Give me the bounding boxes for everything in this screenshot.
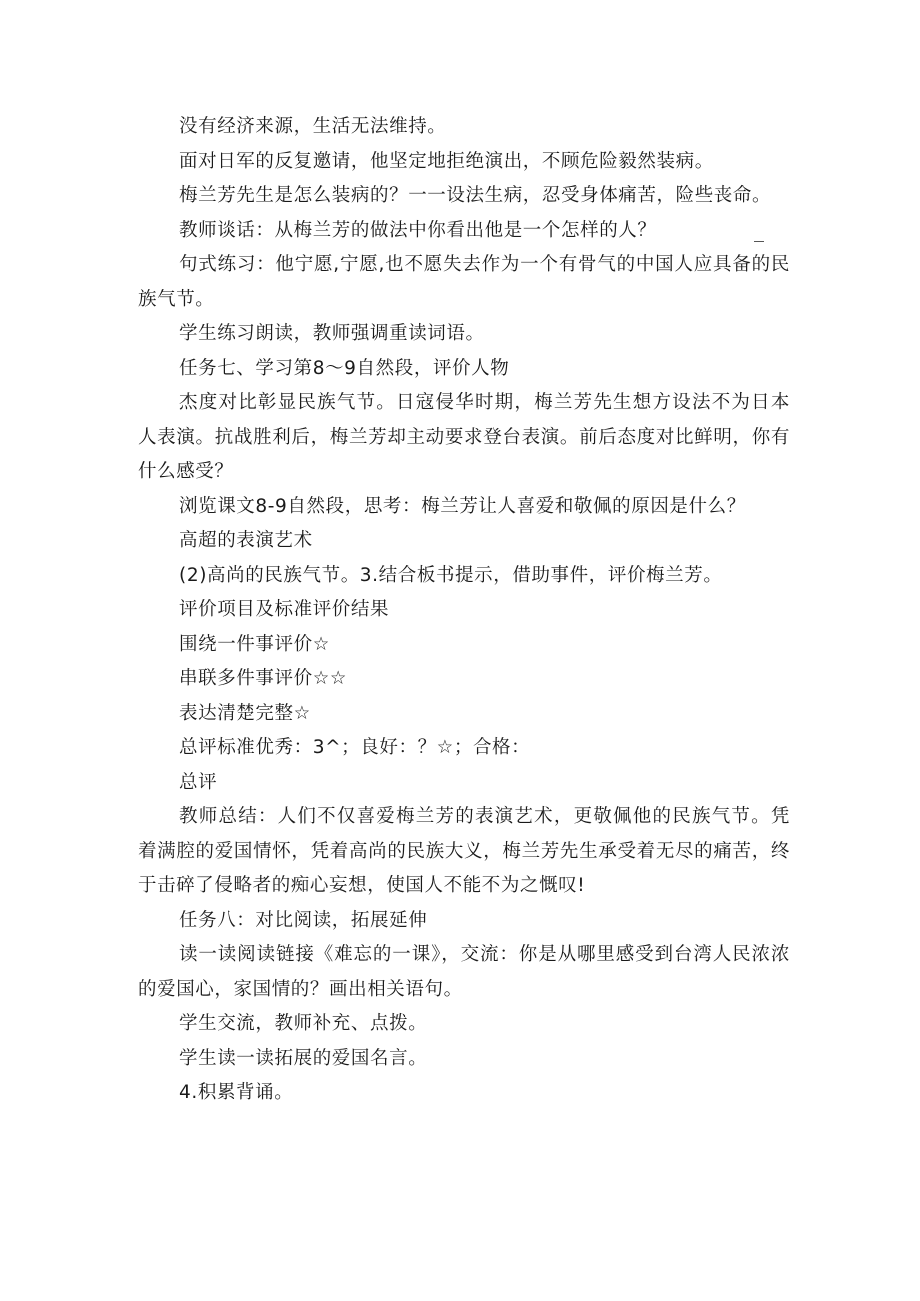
paragraph: 梅兰芳先生是怎么装病的？一一设法生病，忍受身体痛苦，险些丧命。 — [179, 185, 772, 206]
section-heading: 任务八：对比阅读，拓展延伸 — [179, 909, 428, 931]
paragraph: (2)高尚的民族气节。3.结合板书提示，借助事件，评价梅兰芳。 — [179, 564, 723, 586]
paragraph: 浏览课文8-9自然段，思考：梅兰芳让人喜爱和敬佩的原因是什么？ — [179, 495, 746, 517]
evaluation-total: 总评 — [179, 771, 218, 793]
paragraph: 读一读阅读链接《难忘的一课》，交流：你是从哪里感受到台湾人民浓浓的爱国心，家国情的？画出相关语句。 — [138, 944, 790, 1000]
paragraph: 教师谈话：从梅兰芳的做法中你看出他是一个怎样的人？ — [179, 219, 657, 241]
paragraph: 学生读一读拓展的爱国名言。 — [179, 1047, 428, 1069]
paragraph: 学生交流，教师补充、点拨。 — [179, 1013, 428, 1034]
paragraph: 4.积累背诵。 — [179, 1082, 294, 1103]
section-heading: 任务七、学习第8〜9自然段，评价人物 — [179, 357, 510, 379]
paragraph: 句式练习：他宁愿,宁愿,也不愿失去作为一个有骨气的中国人应具备的民族气节。 — [138, 254, 790, 310]
paragraph: 教师总结：人们不仅喜爱梅兰芳的表演艺术，更敬佩他的民族气节。凭着满腔的爱国情怀，凭着高尚的民族大义，梅兰芳先生承受着无尽的痛苦，终于击碎了侵略者的痴心妄想，使国人不能不为之慨叹! — [138, 806, 790, 896]
paragraph: 学生练习朗读，教师强调重读词语。 — [179, 323, 485, 344]
document-body — [138, 110, 790, 1111]
paragraph: 杰度对比彰显民族气节。日寇侵华时期，梅兰芳先生想方设法不为日本人表演。抗战胜利后，梅兰芳却主动要求登台表演。前后态度对比鲜明，你有什么感受？ — [138, 392, 790, 482]
evaluation-item: 围绕一件事评价☆ — [179, 633, 330, 655]
paragraph: 没有经济来源，生活无法维持。 — [179, 116, 447, 137]
evaluation-item: 串联多件事评价☆☆ — [179, 668, 348, 689]
evaluation-standard: 总评标准优秀：3^；良好：？☆；合格： — [179, 737, 531, 758]
evaluation-item: 表达清楚完整☆ — [179, 702, 311, 724]
evaluation-table-header: 评价项目及标准评价结果 — [179, 599, 390, 620]
paragraph: 面对日军的反复邀请，他坚定地拒绝演出，不顾危险毅然装病。 — [179, 150, 714, 172]
paragraph: 高超的表演艺术 — [179, 530, 313, 551]
